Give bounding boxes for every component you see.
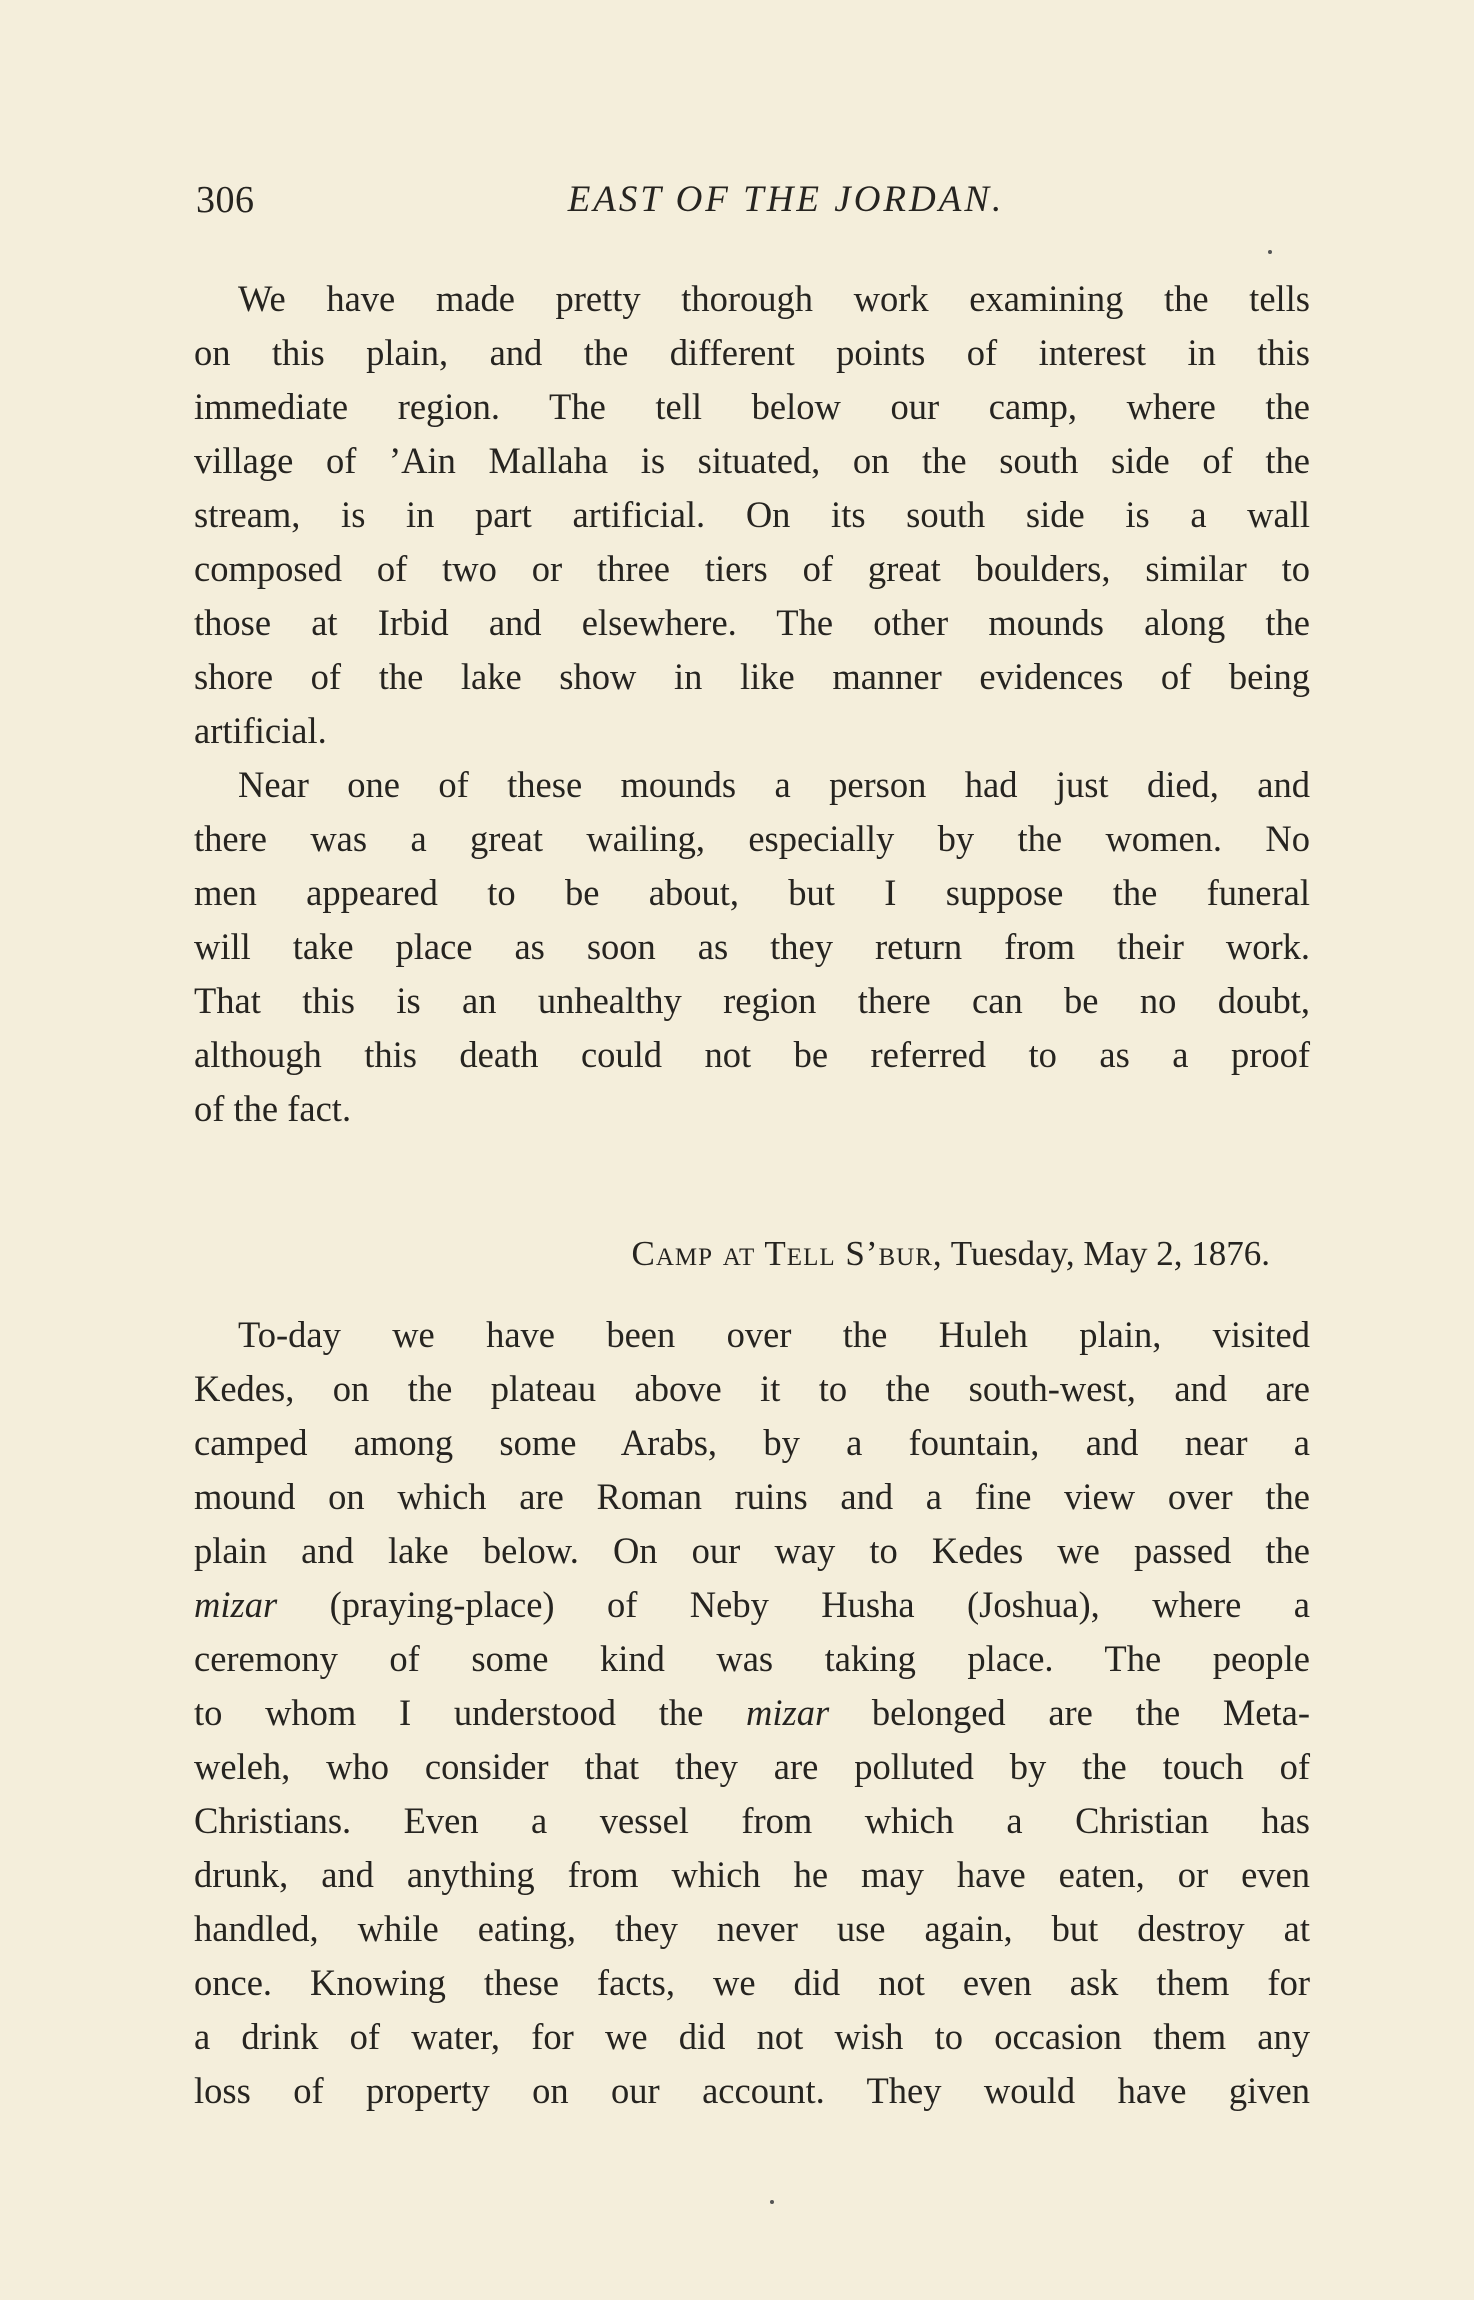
italic-term: mizar [746,1692,830,1733]
paragraph-line: That this is an unhealthy region there can be no doubt, [194,980,1310,1021]
running-head [196,178,1316,232]
paragraph-line: camped among some Arabs, by a fountain, and near a [194,1422,1310,1463]
paragraph-line: there was a great wailing, especially by the women. No [194,818,1310,859]
paragraph-line [194,1578,1310,1632]
page-number: 306 [196,179,255,221]
dateline [500,1234,1270,1274]
paragraph-line: mound on which are Roman ruins and a fine view over the [194,1476,1310,1517]
italic-term: mizar [194,1584,278,1625]
paragraph-line: stream, is in part artificial. On its south side is a wall [194,494,1310,535]
paragraph-line: on this plain, and the different points of interest in this [194,332,1310,373]
paragraph-line: weleh, who consider that they are polluted by the touch of [194,1746,1310,1787]
paragraph-line: once. Knowing these facts, we did not even ask them for [194,1962,1310,2003]
print-speck [1268,250,1272,254]
paragraph-line: Christians. Even a vessel from which a Christian has [194,1800,1310,1841]
paragraph-line: a drink of water, for we did not wish to occasion them any [194,2016,1310,2057]
paragraph-line: village of ’Ain Mallaha is situated, on the south side of the [194,440,1310,481]
paragraph-line: plain and lake below. On our way to Kedes we passed the [194,1530,1310,1571]
paragraph-line: those at Irbid and elsewhere. The other mounds along the [194,602,1310,643]
paragraph-line [194,1686,1310,1740]
dateline-date: Tuesday, May 2, 1876. [950,1234,1270,1273]
paragraph-line: of the fact. [194,1088,352,1129]
paragraph-line: ceremony of some kind was taking place. The people [194,1638,1310,1679]
paragraph-block-3 [194,1308,1310,2118]
line-text: (praying-place) of Neby Husha (Joshua), where a [277,1584,1310,1625]
paragraph-line: artificial. [194,710,327,751]
paragraph-line: will take place as soon as they return from their work. [194,926,1310,967]
dateline-place: Camp at Tell S’bur, [631,1234,943,1273]
paragraph-line: composed of two or three tiers of great boulders, similar to [194,548,1310,589]
paragraph-line: Kedes, on the plateau above it to the south-west, and are [194,1368,1310,1409]
paragraph-line: drunk, and anything from which he may have eaten, or even [194,1854,1310,1895]
running-title: EAST OF THE JORDAN. [567,179,1005,220]
paragraph-block-1 [194,272,1310,1136]
paragraph-line: shore of the lake show in like manner evidences of being [194,656,1310,697]
paragraph-line: handled, while eating, they never use again, but destroy at [194,1908,1310,1949]
paragraph-line: loss of property on our account. They would have given [194,2070,1310,2111]
print-speck [770,2200,774,2204]
paragraph-line: Near one of these mounds a person had just died, and [238,764,1310,805]
paragraph-line: men appeared to be about, but I suppose the funeral [194,872,1310,913]
line-text: to whom I understood the [194,1692,746,1733]
paragraph-line: To-day we have been over the Huleh plain, visited [238,1314,1310,1355]
line-text: belonged are the Meta- [829,1692,1310,1733]
paragraph-line: immediate region. The tell below our camp, where the [194,386,1310,427]
paragraph-line: We have made pretty thorough work examining the tells [238,278,1310,319]
paragraph-line: although this death could not be referred to as a proof [194,1034,1310,1075]
